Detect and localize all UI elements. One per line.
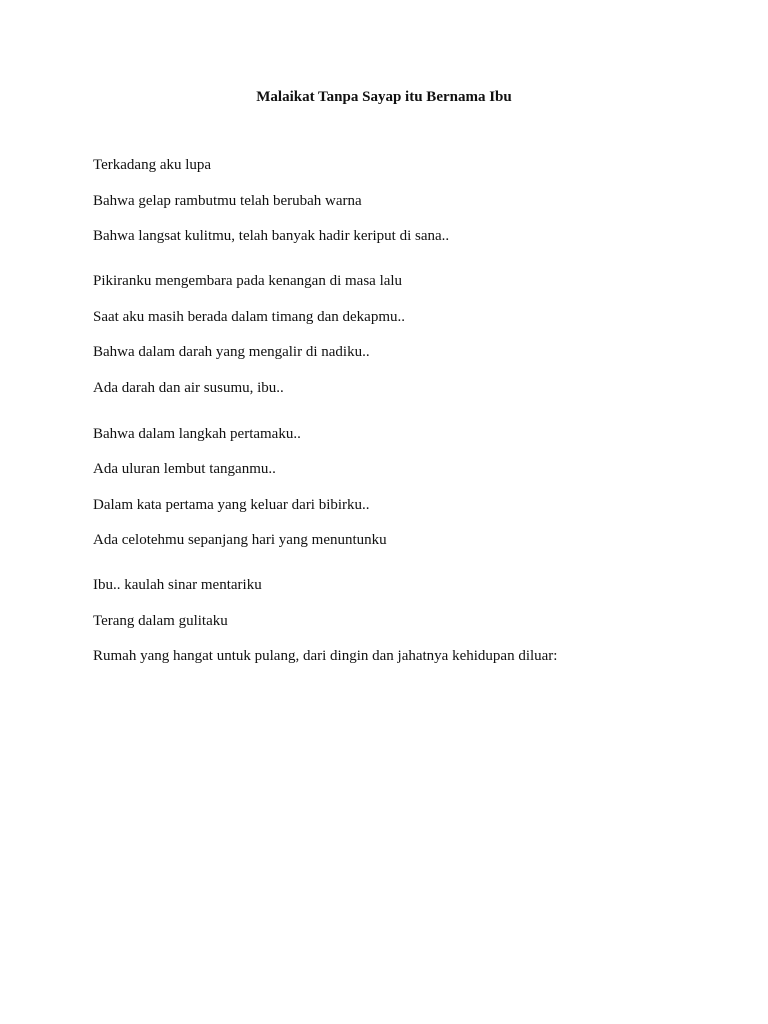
poem-line: Ada uluran lembut tanganmu..: [93, 461, 276, 477]
poem-line: Bahwa langsat kulitmu, telah banyak hadir keriput di sana..: [93, 228, 450, 244]
poem-body: [93, 155, 713, 691]
poem-line: Ada darah dan air susumu, ibu..: [93, 379, 284, 396]
poem-line: Saat aku masih berada dalam timang dan dekapmu..: [93, 308, 405, 325]
poem-line: Dalam kata pertama yang keluar dari bibirku..: [93, 496, 370, 513]
poem-line: Pikiranku mengembara pada kenangan di masa lalu: [93, 273, 403, 289]
poem-line: Bahwa gelap rambutmu telah berubah warna: [93, 192, 362, 209]
stanza-1: [93, 155, 713, 246]
poem-line: Terang dalam gulitaku: [93, 612, 228, 629]
poem-title: Malaikat Tanpa Sayap itu Bernama Ibu: [256, 89, 512, 105]
poem-line: Rumah yang hangat untuk pulang, dari dingin dan jahatnya kehidupan diluar:: [93, 648, 558, 664]
poem-line: Ada celotehmu sepanjang hari yang menuntunku: [93, 532, 387, 548]
poem-line: Terkadang aku lupa: [93, 157, 212, 173]
stanza-3: [93, 424, 713, 551]
poem-line: Bahwa dalam langkah pertamaku..: [93, 425, 301, 442]
poem-line: Bahwa dalam darah yang mengalir di nadiku..: [93, 344, 370, 360]
stanza-4: [93, 575, 713, 666]
stanza-2: [93, 271, 713, 398]
poem-line: Ibu.. kaulah sinar mentariku: [93, 577, 262, 593]
